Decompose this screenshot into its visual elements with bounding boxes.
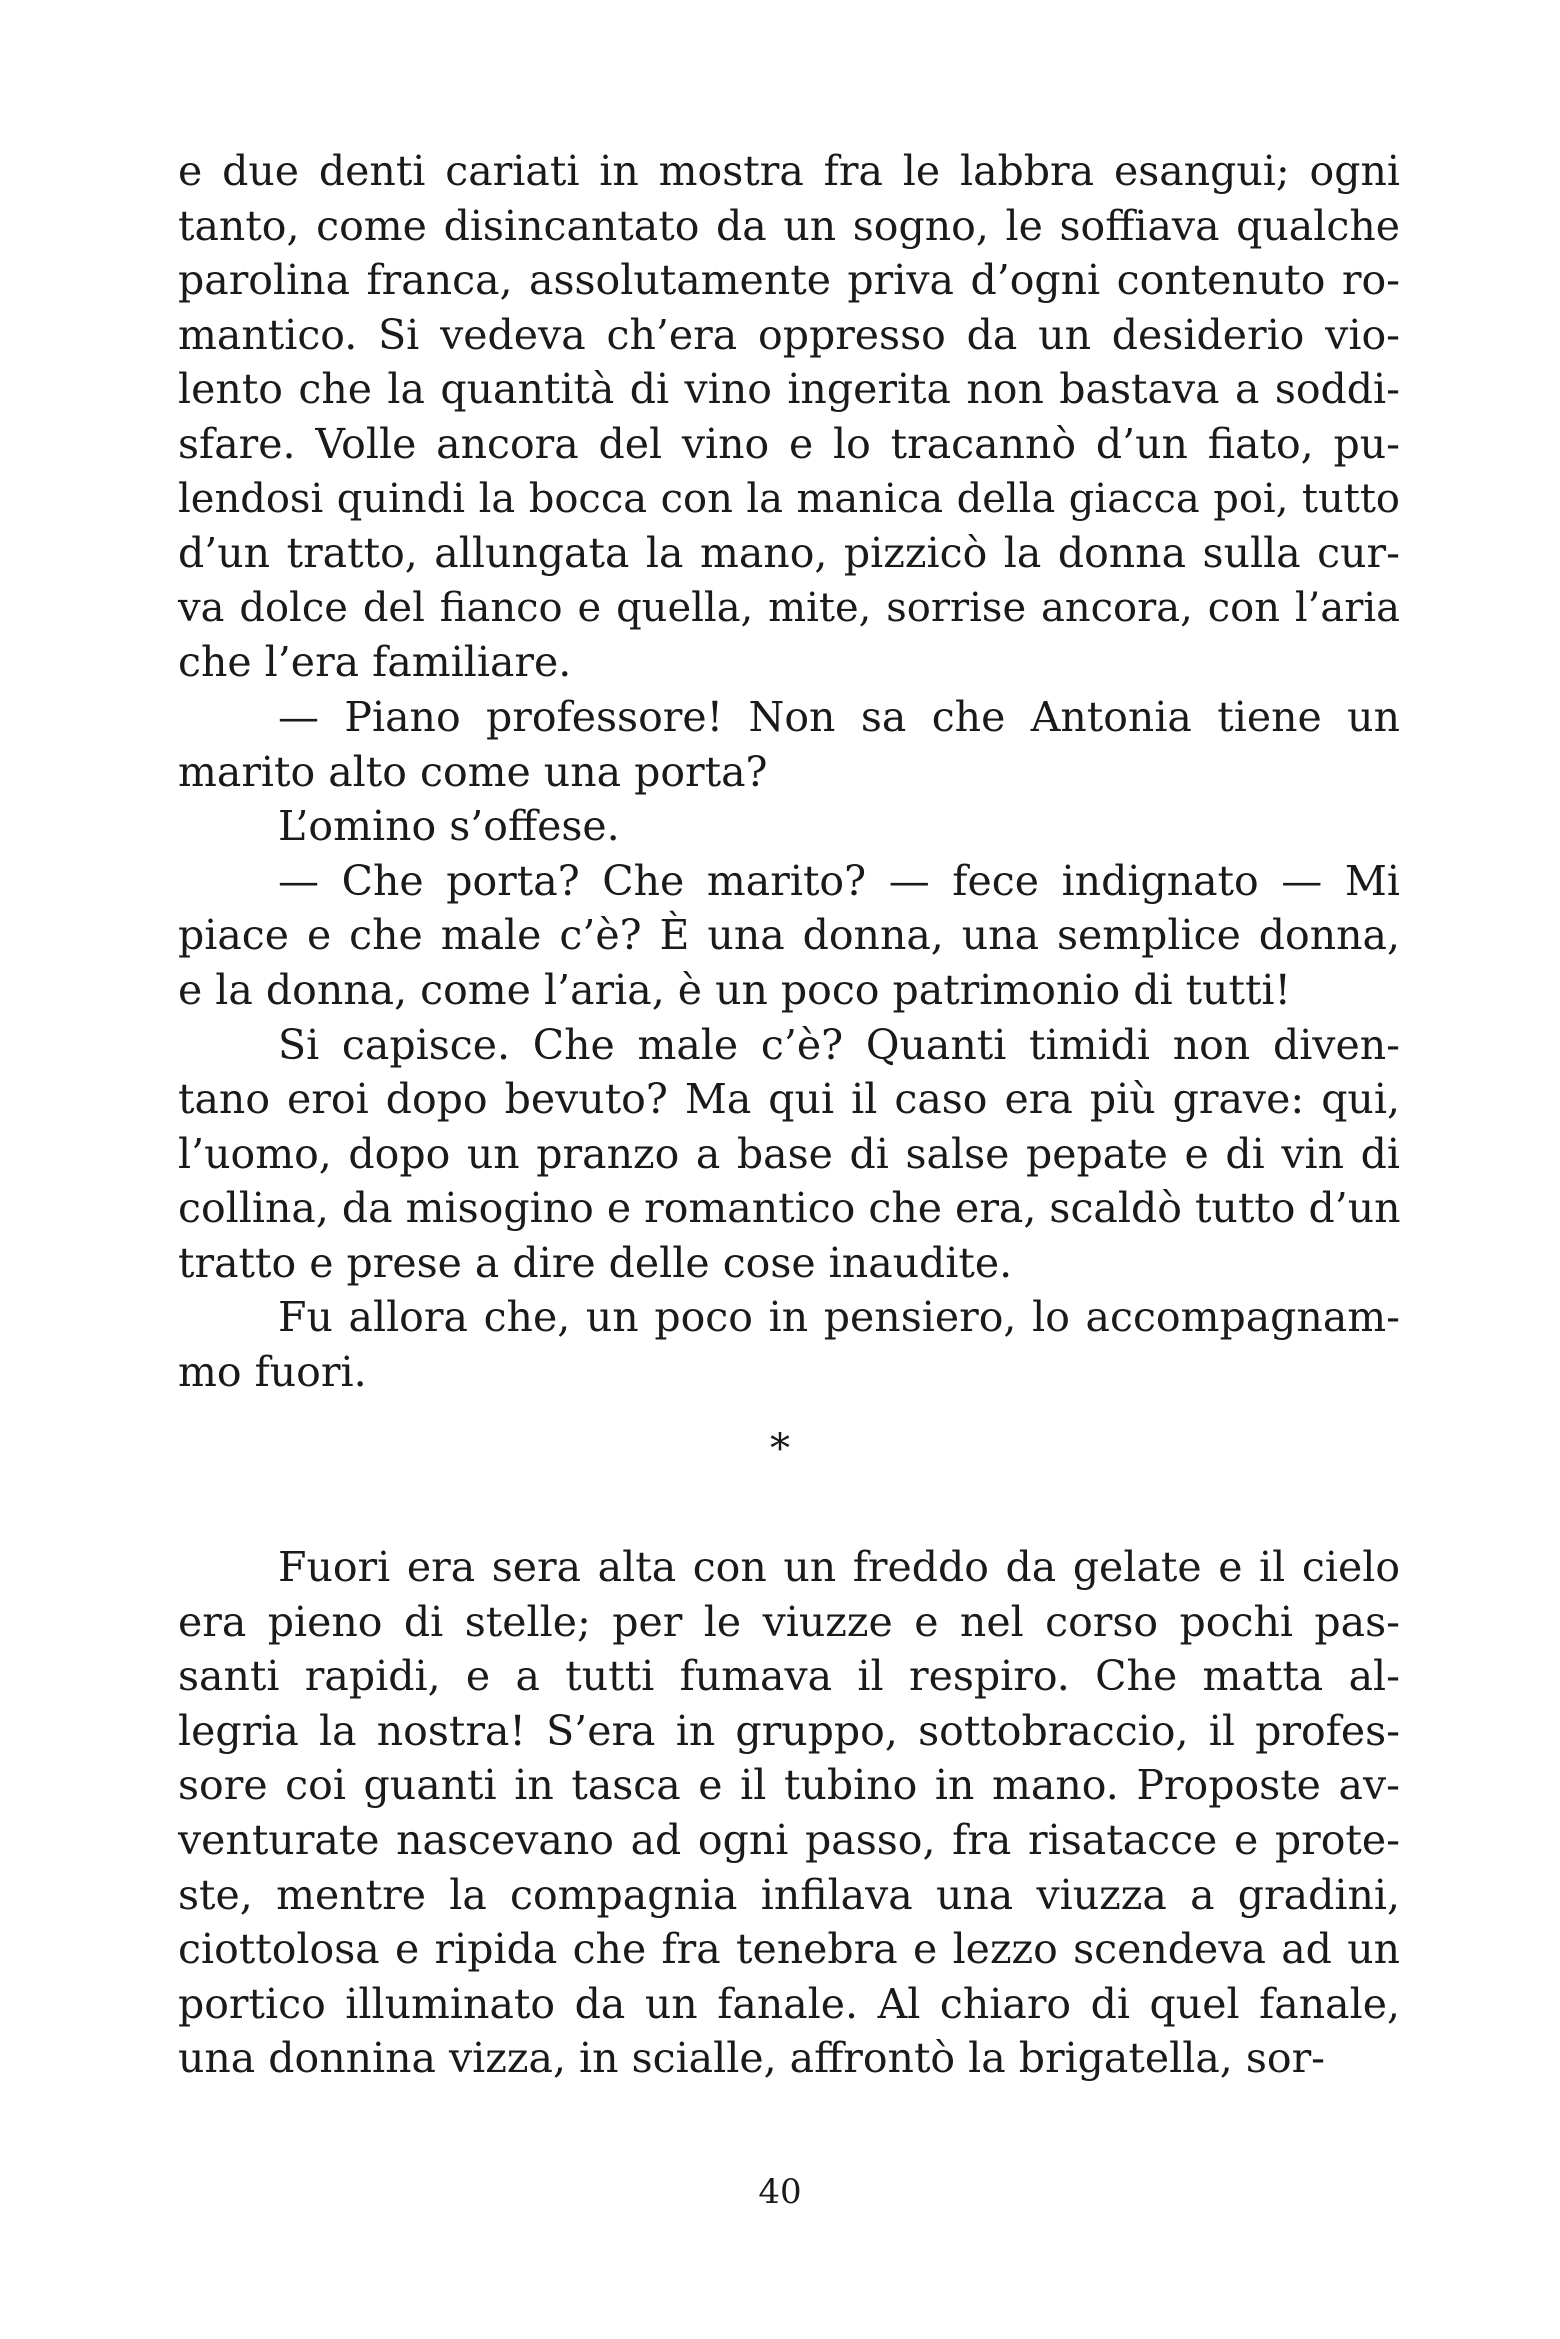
text-line: piace e che male c’è? È una donna, una semplice donna,	[178, 911, 1400, 960]
text-line: sore coi guanti in tasca e il tubino in mano. Proposte av-	[178, 1761, 1400, 1810]
text-line: una donnina vizza, in scialle, affrontò la brigatella, sor-	[178, 2034, 1326, 2083]
text-line: ste, mentre la compagnia infilava una viuzza a gradini,	[178, 1870, 1400, 1919]
page-number: 40	[758, 2172, 802, 2212]
text-line: — Che porta? Che marito? — fece indignato — Mi	[278, 856, 1400, 905]
text-line: d’un tratto, allungata la mano, pizzicò la donna sulla cur-	[178, 529, 1400, 578]
text-line: L’omino s’offese.	[278, 802, 620, 851]
text-line: Fu allora che, un poco in pensiero, lo accompagnam-	[278, 1293, 1400, 1342]
text-block-top	[178, 144, 1400, 1400]
section-separator: *	[770, 1426, 790, 1472]
text-line: collina, da misogino e romantico che era, scaldò tutto d’un	[178, 1184, 1401, 1233]
paragraph	[178, 144, 1400, 690]
text-line: tratto e prese a dire delle cose inaudite.	[178, 1238, 1013, 1287]
text-line: e la donna, come l’aria, è un poco patrimonio di tutti!	[178, 965, 1292, 1014]
text-line: ciottolosa e ripida che fra tenebra e lezzo scendeva ad un	[178, 1925, 1400, 1974]
text-line: sfare. Volle ancora del vino e lo tracannò d’un fiato, pu-	[178, 419, 1400, 468]
text-line: tanto, come disincantato da un sogno, le soffiava qualche	[178, 201, 1400, 250]
text-line: Si capisce. Che male c’è? Quanti timidi non diven-	[278, 1020, 1400, 1069]
text-block-bottom	[178, 1540, 1400, 2086]
text-line: portico illuminato da un fanale. Al chiaro di quel fanale,	[178, 1979, 1400, 2028]
text-line: — Piano professore! Non sa che Antonia tiene un	[278, 692, 1400, 741]
text-line: parolina franca, assolutamente priva d’ogni contenuto ro-	[178, 256, 1400, 305]
text-line: santi rapidi, e a tutti fumava il respiro. Che matta al-	[178, 1652, 1400, 1701]
paragraph	[178, 1290, 1400, 1399]
paragraph	[178, 1018, 1400, 1291]
text-line: l’uomo, dopo un pranzo a base di salse pepate e di vin di	[178, 1129, 1400, 1178]
paragraph	[178, 854, 1400, 1018]
paragraph	[178, 1540, 1400, 2086]
text-line: legria la nostra! S’era in gruppo, sottobraccio, il profes-	[178, 1706, 1400, 1755]
text-line: mo fuori.	[178, 1348, 367, 1397]
text-line: che l’era familiare.	[178, 638, 572, 687]
text-line: venturate nascevano ad ogni passo, fra risatacce e prote-	[178, 1815, 1400, 1864]
paragraph	[178, 799, 1400, 854]
text-line: lendosi quindi la bocca con la manica della giacca poi, tutto	[178, 475, 1400, 522]
text-line: lento che la quantità di vino ingerita non bastava a soddi-	[178, 365, 1400, 414]
text-line: mantico. Si vedeva ch’era oppresso da un desiderio vio-	[178, 310, 1400, 359]
text-line: va dolce del fianco e quella, mite, sorrise ancora, con l’aria	[178, 584, 1400, 631]
text-line: Fuori era sera alta con un freddo da gelate e il cielo	[278, 1543, 1400, 1591]
text-line: e due denti cariati in mostra fra le labbra esangui; ogni	[178, 147, 1400, 195]
text-line: marito alto come una porta?	[178, 747, 768, 796]
paragraph	[178, 690, 1400, 799]
text-line: era pieno di stelle; per le viuzze e nel corso pochi pas-	[178, 1597, 1400, 1646]
text-line: tano eroi dopo bevuto? Ma qui il caso era più grave: qui,	[178, 1075, 1400, 1124]
